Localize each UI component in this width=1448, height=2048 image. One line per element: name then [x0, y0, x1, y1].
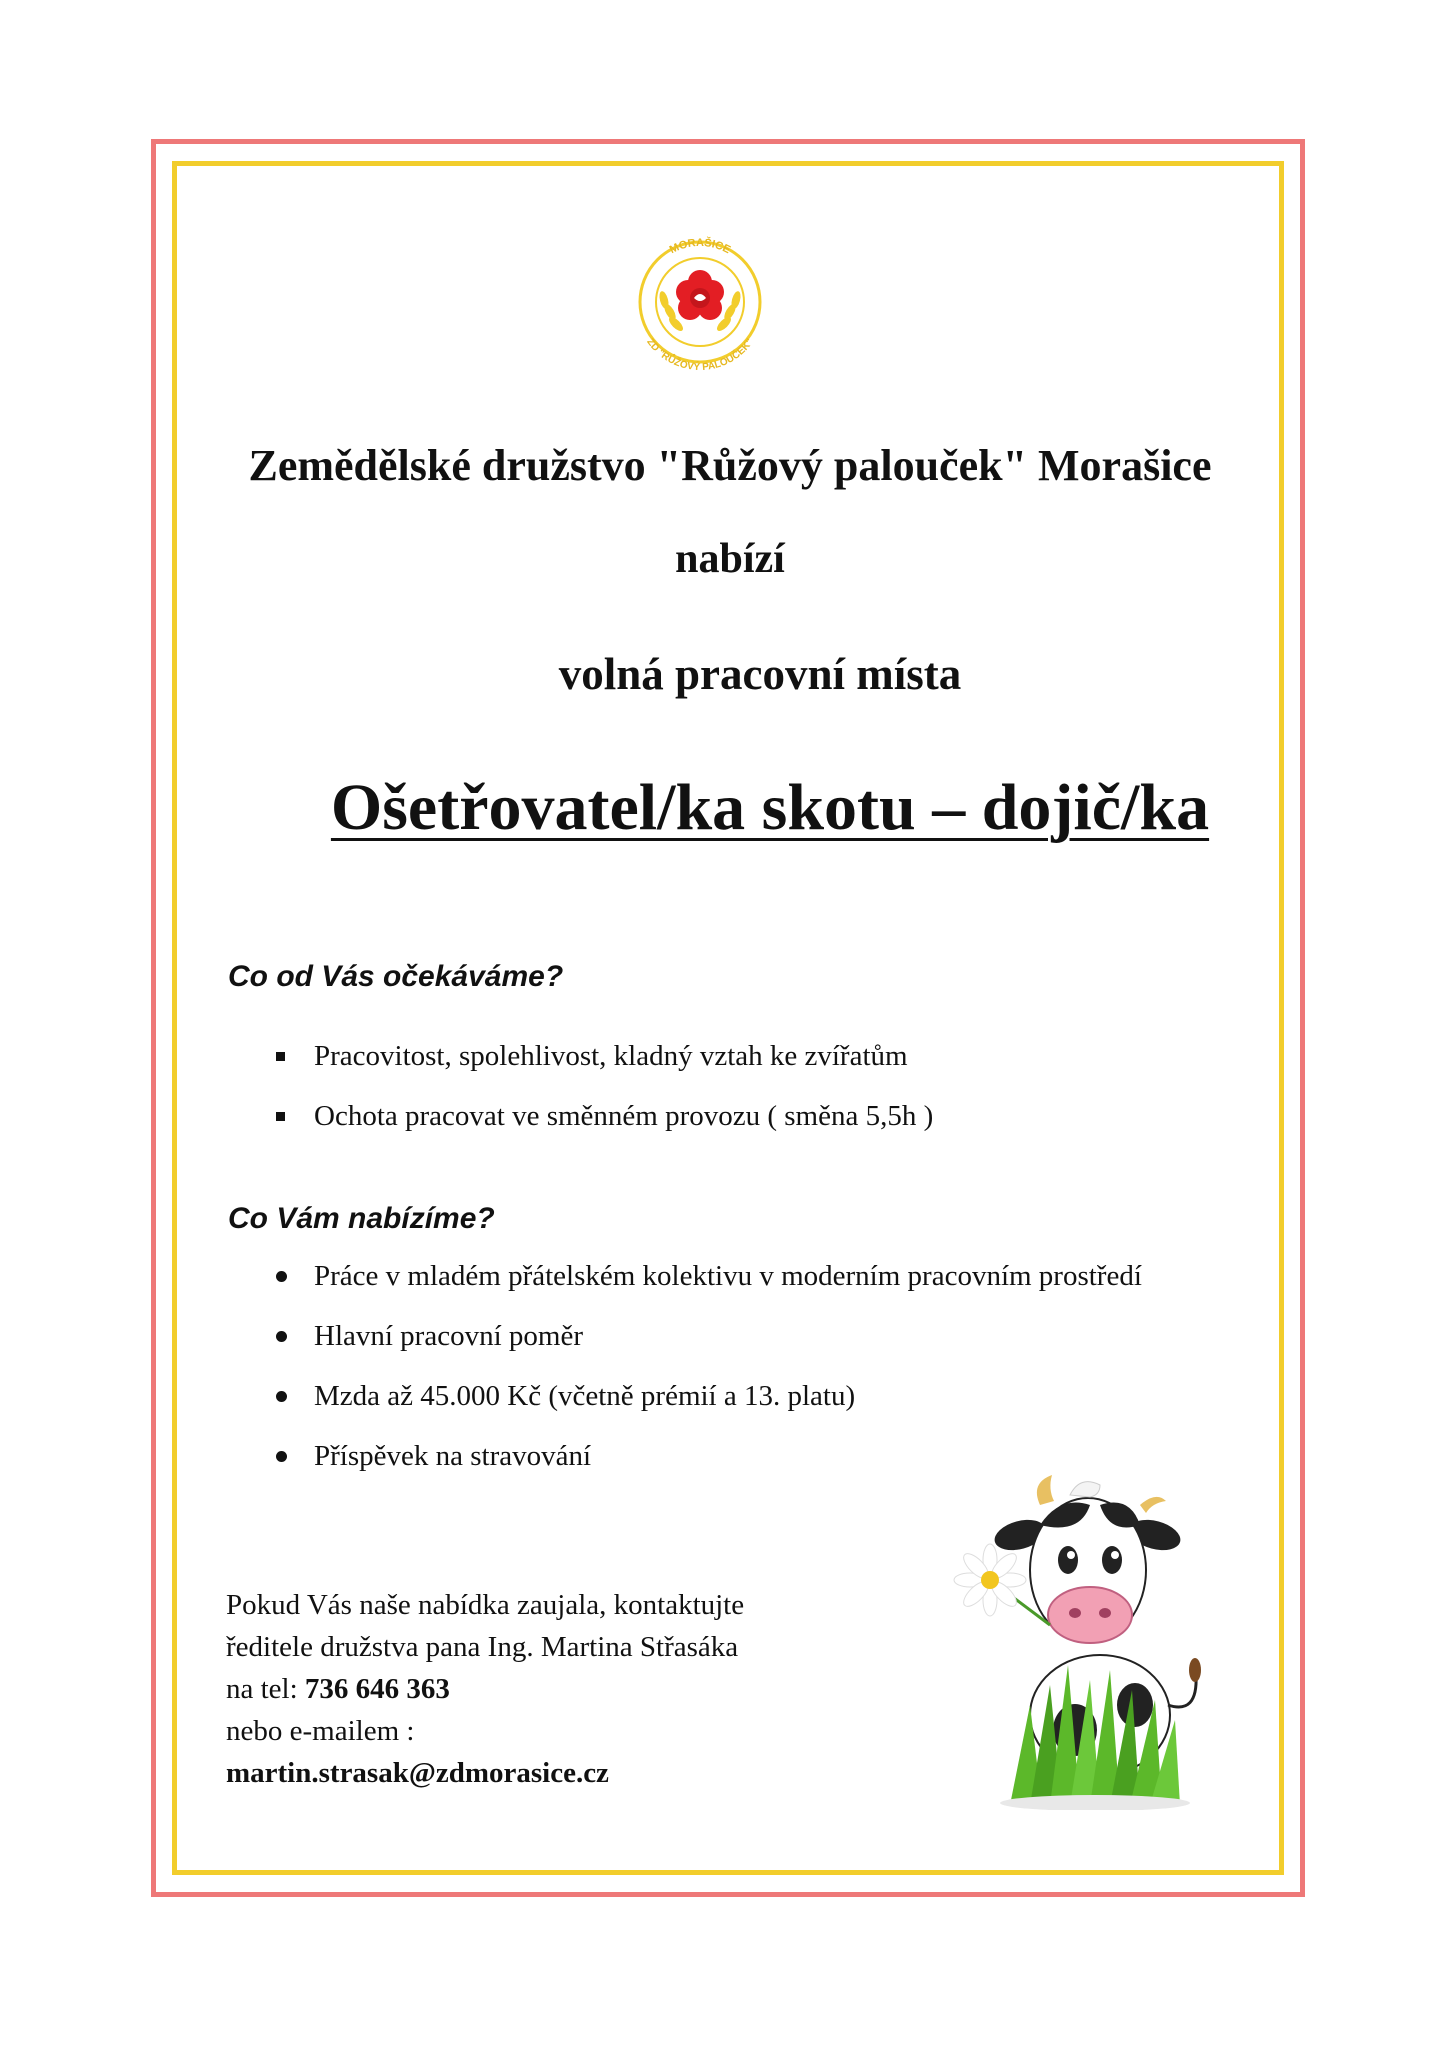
list-item: Hlavní pracovní poměr	[276, 1306, 1142, 1366]
contact-line-1: Pokud Vás naše nabídka zaujala, kontaktujte	[226, 1589, 745, 1621]
phone-number: 736 646 363	[304, 1673, 450, 1705]
svg-text:MORAŠICE	[668, 236, 733, 256]
benefits-heading: Co Vám nabízíme?	[228, 1202, 495, 1235]
cow-illustration	[950, 1465, 1240, 1810]
offers-text: nabízí	[675, 536, 785, 582]
list-item: Ochota pracovat ve směnném provozu ( směna 5,5h )	[276, 1086, 933, 1146]
email-line	[226, 1752, 744, 1794]
positions-text: volná pracovní místa	[558, 649, 962, 699]
contact-line-2: ředitele družstva pana Ing. Martina Střasáka	[226, 1631, 739, 1663]
email-address: martin.strasak@zdmorasice.cz	[226, 1757, 609, 1789]
svg-text:ZD "RŮŽOVÝ PALOUČEK"	[644, 337, 756, 373]
list-item: Mzda až 45.000 Kč (včetně prémií a 13. platu)	[276, 1366, 1142, 1426]
logo-top-text: MORAŠICE	[667, 236, 733, 257]
cooperative-logo	[618, 220, 782, 384]
list-item: Práce v mladém přátelském kolektivu v moderním pracovním prostředí	[276, 1246, 1142, 1306]
job-title	[280, 770, 1260, 846]
contact-block	[226, 1584, 744, 1794]
contact-line-4: nebo e-mailem :	[226, 1715, 415, 1747]
benefits-list	[276, 1246, 1142, 1486]
job-title-text: Ošetřovatel/ka skotu – dojič/ka	[330, 771, 1210, 844]
expectations-list	[276, 1026, 933, 1146]
cow-icon	[991, 1475, 1201, 1775]
rose-icon	[676, 270, 724, 320]
list-item: Pracovitost, spolehlivost, kladný vztah ke zvířatům	[276, 1026, 933, 1086]
organization-name: Zemědělské družstvo "Růžový palouček" Morašice	[248, 441, 1212, 490]
phone-line	[226, 1668, 744, 1710]
list-item: Příspěvek na stravování	[276, 1426, 1142, 1486]
logo-bottom-text: ZD "RŮŽOVÝ PALOUČEK"	[644, 336, 756, 374]
expectations-heading: Co od Vás očekáváme?	[228, 960, 564, 993]
phone-label: na tel:	[226, 1673, 305, 1705]
